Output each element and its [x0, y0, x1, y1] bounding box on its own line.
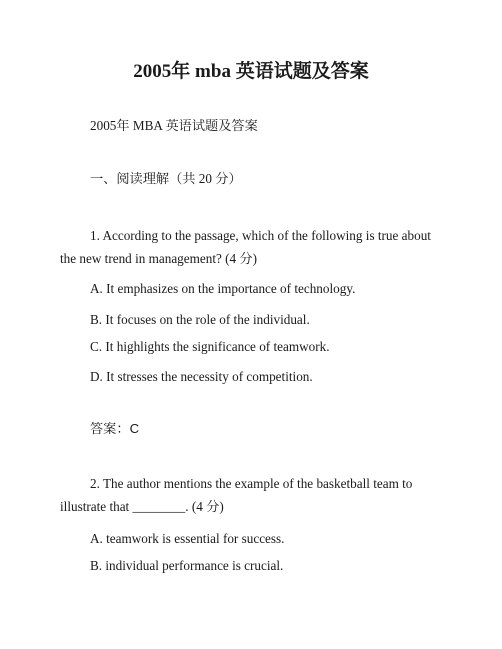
document-subtitle: 2005年 MBA 英语试题及答案 — [90, 118, 258, 133]
question-1-option-b: B. It focuses on the role of the individual. — [90, 312, 310, 327]
answer-label: 答案： — [90, 421, 130, 436]
answer-value: C — [129, 421, 140, 436]
question-1-option-a: A. It emphasizes on the importance of technology. — [90, 281, 356, 296]
section-heading: 一、阅读理解（共 20 分） — [90, 171, 242, 186]
question-1-option-c: C. It highlights the significance of teamwork. — [90, 339, 330, 354]
question-2-prompt: 2. The author mentions the example of the basketball team to illustrate that ________. (4 分) — [60, 476, 413, 514]
question-2-option-b: B. individual performance is crucial. — [90, 558, 284, 573]
question-1-answer — [90, 420, 139, 438]
document-title: 2005年 mba 英语试题及答案 — [133, 61, 369, 82]
question-1-option-d: D. It stresses the necessity of competition. — [90, 369, 313, 384]
question-2-option-a: A. teamwork is essential for success. — [90, 531, 285, 546]
question-1-prompt: 1. According to the passage, which of the following is true about the new trend in management? (4 分) — [60, 228, 431, 266]
